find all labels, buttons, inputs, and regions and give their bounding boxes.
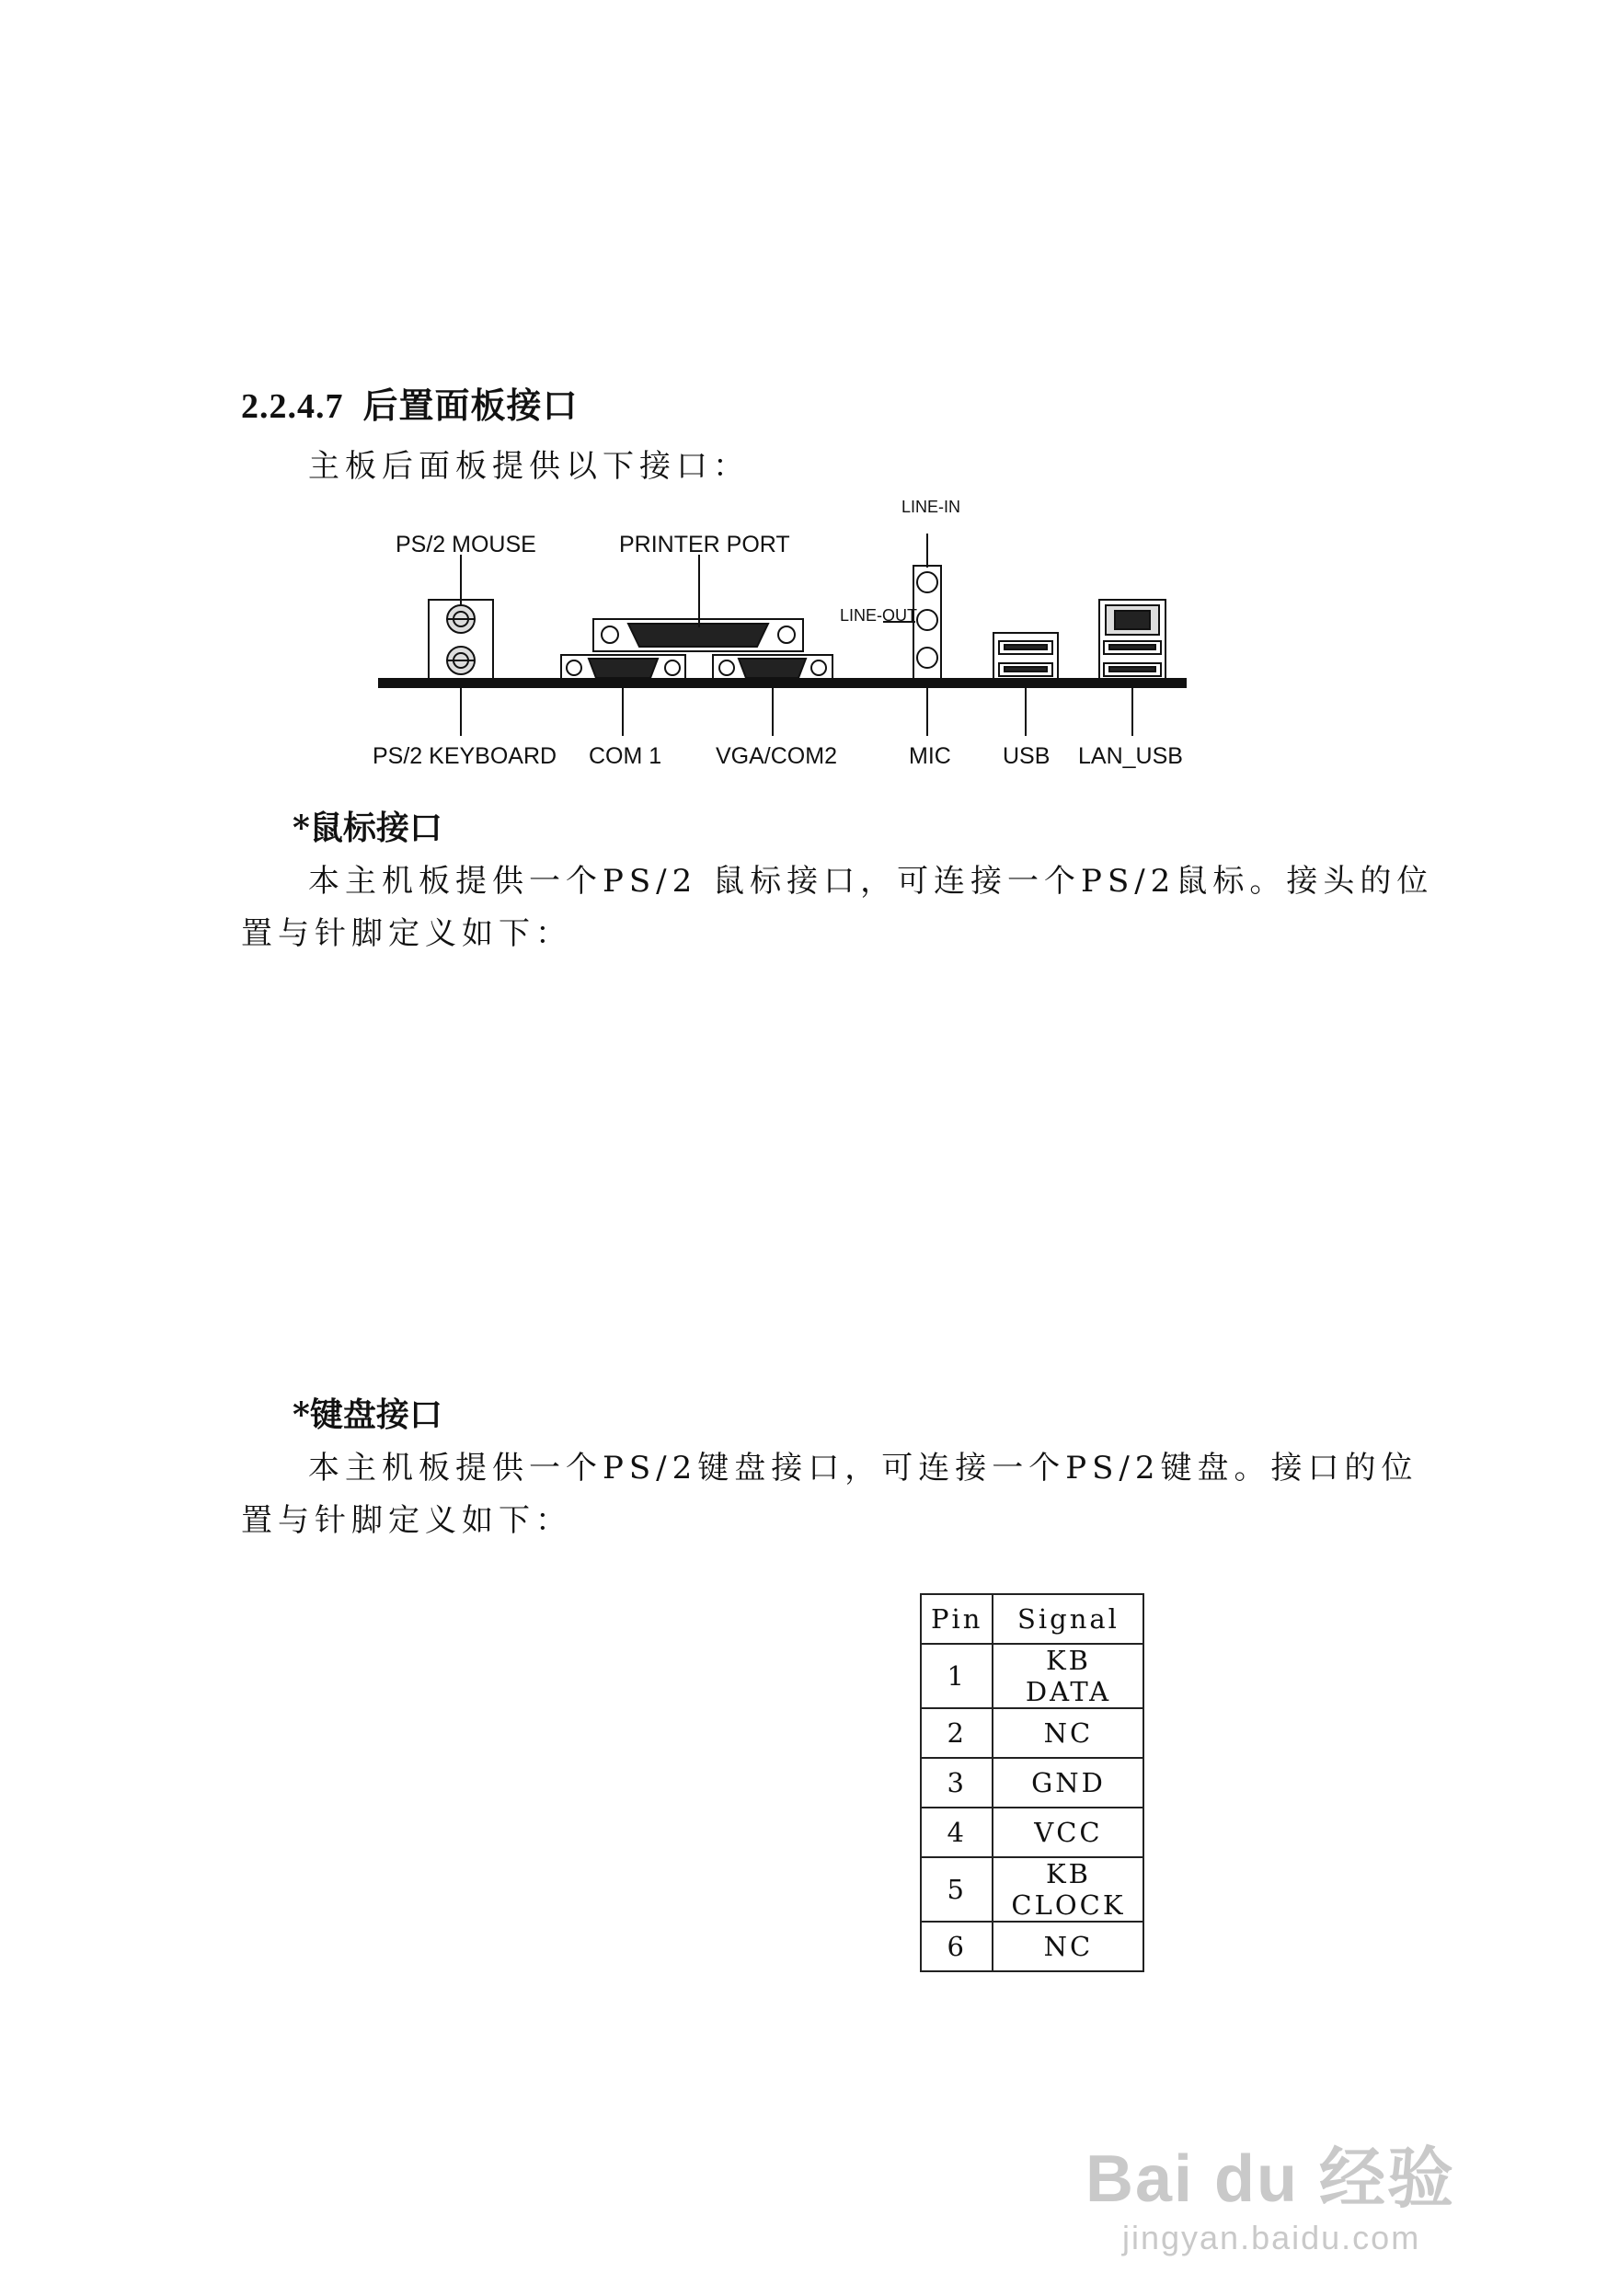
table-header-signal: Signal (993, 1594, 1143, 1644)
label-usb: USB (1003, 743, 1051, 769)
pin-number: 5 (921, 1857, 993, 1922)
label-lan-usb: LAN_USB (1078, 743, 1183, 769)
table-header-pin: Pin (921, 1594, 993, 1644)
com1-connector (589, 659, 658, 678)
table-row (921, 1644, 1143, 1708)
label-line-in: LINE-IN (901, 498, 961, 516)
baidu-watermark (1085, 2125, 1509, 2263)
line-in-jack (917, 572, 937, 592)
mouse-heading: *鼠标接口 (293, 809, 442, 847)
pin-signal: GND (993, 1758, 1143, 1808)
rear-panel-diagram (0, 0, 1619, 828)
pin-signal: NC (993, 1708, 1143, 1758)
label-com1: COM 1 (589, 743, 662, 769)
ps2-mouse-port (447, 605, 475, 633)
watermark-logo: Bai du 经验 (1085, 2142, 1456, 2216)
table-row (921, 1808, 1143, 1857)
section-title: 后置面板接口 (362, 387, 579, 426)
label-ps2-keyboard: PS/2 KEYBOARD (373, 743, 557, 769)
ps2-keyboard-port (447, 647, 475, 674)
pin-number: 2 (921, 1708, 993, 1758)
usb-stack-frame (993, 633, 1058, 681)
label-mic: MIC (909, 743, 951, 769)
pin-number: 3 (921, 1758, 993, 1808)
line-out-jack (917, 610, 937, 630)
pin-number: 6 (921, 1922, 993, 1971)
label-ps2-mouse: PS/2 MOUSE (396, 532, 536, 557)
pin-number: 1 (921, 1644, 993, 1708)
table-row (921, 1758, 1143, 1808)
pin-signal: VCC (993, 1808, 1143, 1857)
table-row (921, 1922, 1143, 1971)
table-row (921, 1708, 1143, 1758)
table-header-row (921, 1594, 1143, 1644)
watermark-url: jingyan.baidu.com (1122, 2219, 1421, 2256)
mouse-text-line1: 本主机板提供一个PS/2 鼠标接口，可连接一个PS/2鼠标。接头的位 (308, 863, 1434, 900)
mic-jack (917, 648, 937, 668)
label-vga-com2: VGA/COM2 (716, 743, 837, 769)
label-line-out: LINE-OUT (840, 606, 918, 625)
pin-number: 4 (921, 1808, 993, 1857)
keyboard-text-line1: 本主机板提供一个PS/2键盘接口，可连接一个PS/2键盘。接口的位 (308, 1450, 1418, 1487)
pin-signal: KB CLOCK (993, 1857, 1143, 1922)
section-intro: 主板后面板提供以下接口： (308, 448, 750, 485)
pin-signal: KB DATA (993, 1644, 1143, 1708)
mouse-text-line2: 置与针脚定义如下： (241, 915, 572, 952)
vga-connector (739, 659, 806, 678)
table-row (921, 1857, 1143, 1922)
label-printer-port: PRINTER PORT (619, 532, 790, 557)
pin-signal: NC (993, 1922, 1143, 1971)
keyboard-text-line2: 置与针脚定义如下： (241, 1502, 572, 1539)
section-number: 2.2.4.7 (241, 387, 344, 426)
keyboard-heading: *键盘接口 (293, 1395, 442, 1434)
keyboard-pin-table (920, 1593, 1144, 1972)
